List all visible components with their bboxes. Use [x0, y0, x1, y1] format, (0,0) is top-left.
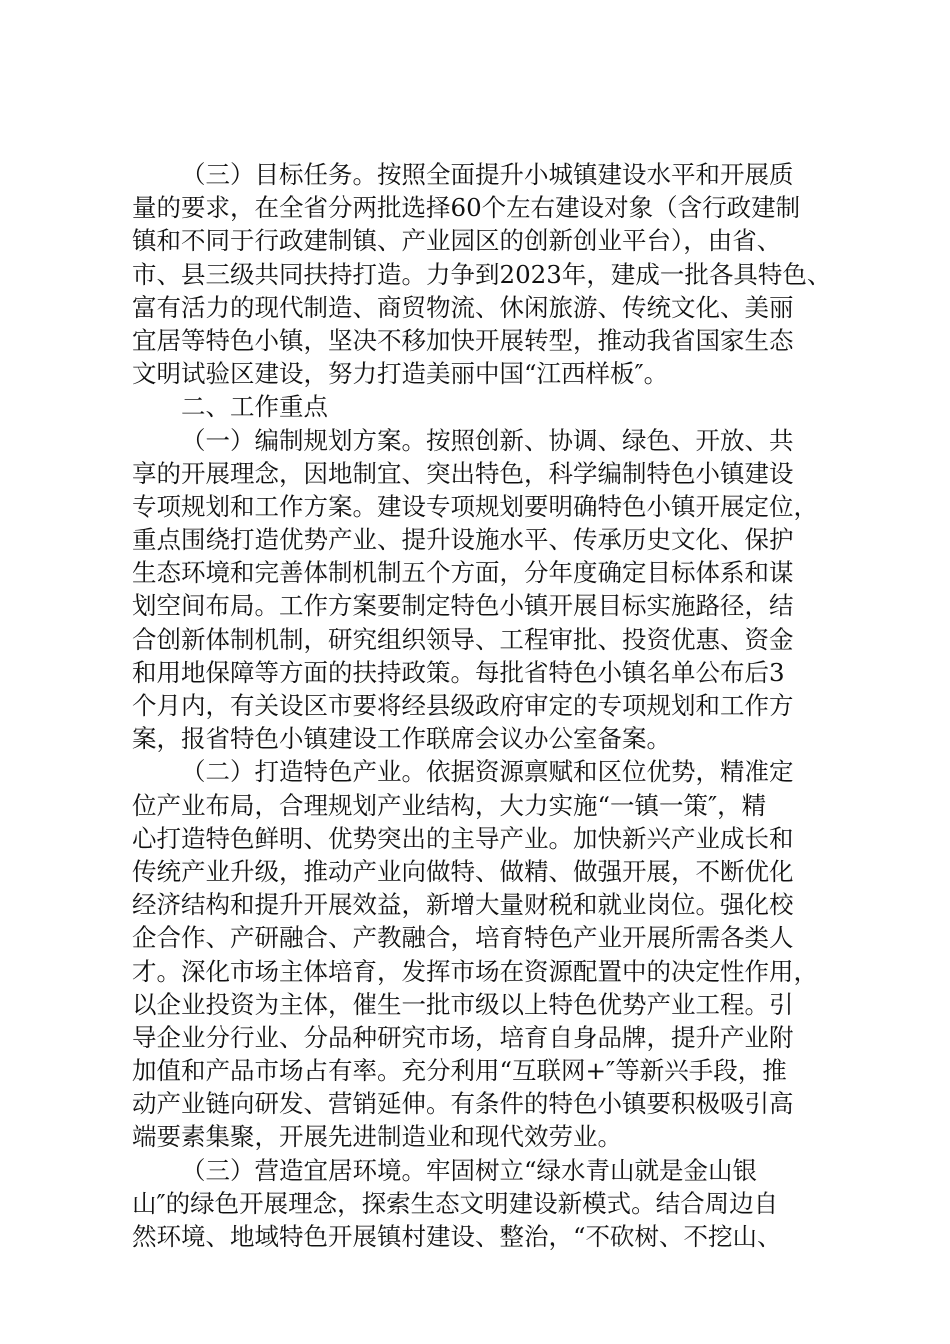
- text-line: 划空间布局。工作方案要制定特色小镇开展目标实施路径，结: [132, 591, 794, 621]
- text-line: 生态环境和完善体制机制五个方面，分年度确定目标体系和谋: [132, 558, 794, 588]
- text-line: 动产业链向研发、营销延伸。有条件的特色小镇要积极吸引高: [132, 1089, 794, 1119]
- text-line: （一）编制规划方案。按照创新、协调、绿色、开放、共: [181, 425, 794, 455]
- text-line: 合创新体制机制，研究组织领导、工程审批、投资优惠、资金: [132, 624, 794, 654]
- text-line: 导企业分行业、分品种研究市场，培育自身品牌，提升产业附: [132, 1022, 794, 1052]
- text-line: 心打造特色鲜明、优势突出的主导产业。加快新兴产业成长和: [132, 823, 794, 853]
- text-line: （三）营造宜居环境。牢固树立“绿水青山就是金山银: [181, 1155, 758, 1185]
- text-line: 和用地保障等方面的扶持政策。每批省特色小镇名单公布后3: [132, 657, 785, 687]
- text-line: 位产业布局，合理规划产业结构，大力实施“一镇一策″，精: [132, 790, 767, 820]
- text-line: 案，报省特色小镇建设工作联席会议办公室备案。: [132, 724, 671, 754]
- text-line: 山″的绿色开展理念，探索生态文明建设新模式。结合周边自: [132, 1188, 779, 1218]
- text-line: 专项规划和工作方案。建设专项规划要明确特色小镇开展定位，: [132, 491, 818, 521]
- text-line: （三）目标任务。按照全面提升小城镇建设水平和开展质: [181, 160, 794, 189]
- text-line: 文明试验区建设，努力打造美丽中国“江西样板″。: [132, 359, 669, 389]
- text-line: 个月内，有关设区市要将经县级政府审定的专项规划和工作方: [132, 691, 794, 720]
- text-line: 享的开展理念，因地制宜、突出特色，科学编制特色小镇建设: [132, 458, 794, 488]
- text-line: 端要素集聚，开展先进制造业和现代效劳业。: [132, 1122, 622, 1152]
- text-line: 以企业投资为主体，催生一批市级以上特色优势产业工程。引: [132, 989, 794, 1019]
- text-line: 然环境、地域特色开展镇村建设、整治，“不砍树、不挖山、: [132, 1222, 782, 1251]
- text-line: 市、县三级共同扶持打造。力争到2023年，建成一批各具特色、: [132, 259, 832, 289]
- text-line: 量的要求，在全省分两批选择60个左右建设对象（含行政建制: [132, 193, 801, 223]
- text-line: 才。深化市场主体培育，发挥市场在资源配置中的决定性作用，: [132, 956, 818, 986]
- text-line: 企合作、产研融合、产教融合，培育特色产业开展所需各类人: [132, 923, 794, 953]
- text-line: 镇和不同于行政建制镇、产业园区的创新创业平台），由省、: [132, 226, 782, 256]
- text-line: 二、工作重点: [181, 392, 328, 422]
- text-line: （二）打造特色产业。依据资源禀赋和区位优势，精准定: [181, 757, 794, 787]
- text-line: 经济结构和提升开展效益，新增大量财税和就业岗位。强化校: [132, 890, 794, 920]
- text-line: 传统产业升级，推动产业向做特、做精、做强开展，不断优化: [132, 856, 794, 886]
- text-line: 宜居等特色小镇，坚决不移加快开展转型，推动我省国家生态: [132, 325, 794, 355]
- document-body: [132, 158, 832, 1253]
- text-line: 重点围绕打造优势产业、提升设施水平、传承历史文化、保护: [132, 525, 794, 555]
- text-line: 富有活力的现代制造、商贸物流、休闲旅游、传统文化、美丽: [132, 292, 794, 322]
- text-line: 加值和产品市场占有率。充分利用“互联网+″等新兴手段，推: [132, 1056, 787, 1086]
